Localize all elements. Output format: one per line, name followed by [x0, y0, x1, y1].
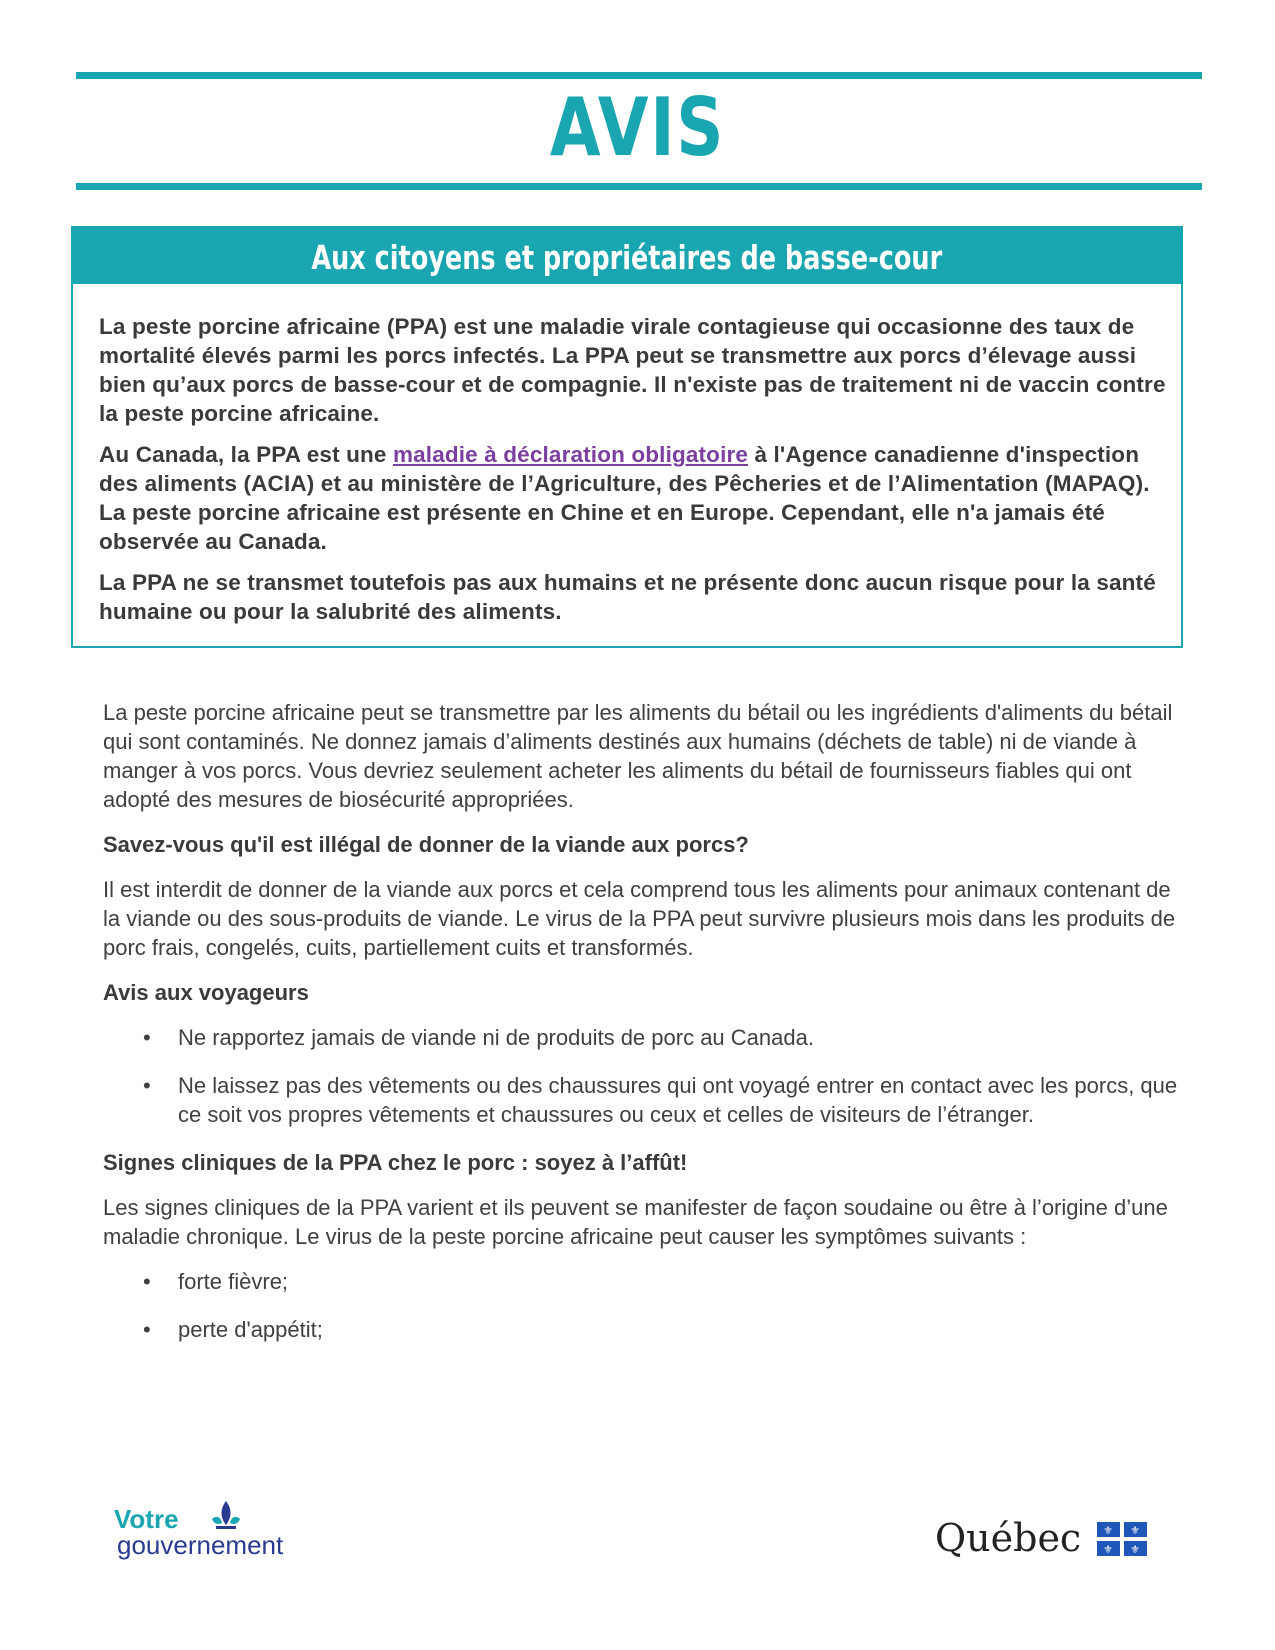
- logo-votre: Votre: [114, 1504, 179, 1534]
- notice-paragraph-1: La peste porcine africaine (PPA) est une maladie virale contagieuse qui occasionne des taux de mortalité élevés parmi les porcs infectés. La PPA peut se transmettre aux porcs d’élevage aussi bien qu’aux porcs de basse-cour et de compagnie. Il n'existe pas de traitement ni de vaccin contre la peste porcine africaine.: [99, 314, 1166, 426]
- mandatory-disease-link[interactable]: maladie à déclaration obligatoire: [392, 442, 749, 467]
- signs-heading: Signes cliniques de la PPA chez le porc : soyez à l’affût!: [103, 1150, 688, 1175]
- notice-paragraph-2: [99, 440, 1167, 556]
- signs-paragraph: Les signes cliniques de la PPA varient et ils peuvent se manifester de façon soudaine ou être à l’origine d’une maladie chronique. Le virus de la peste porcine africaine peut causer les symptômes suivants :: [103, 1195, 1168, 1249]
- logo-gouvernement: gouvernement: [117, 1530, 284, 1560]
- quebec-logo: [935, 1516, 1165, 1566]
- list-item: [103, 1071, 1183, 1129]
- notice-p2-before: Au Canada, la PPA est une: [99, 442, 393, 467]
- notice-p2-after: à l'Agence canadienne d'inspection des aliments (ACIA) et au ministère de l’Agriculture, des Pêcheries et de l’Alimentation (MAPAQ). La peste porcine africaine est présente en Chine et en Europe. Cependant, elle n'a jamais été observée au Canada.: [99, 442, 1150, 554]
- notice-body: [73, 284, 1181, 626]
- main-content: [103, 698, 1183, 1363]
- list-item-text: forte fièvre;: [178, 1269, 289, 1294]
- notice-heading: Aux citoyens et propriétaires de basse-cour: [311, 238, 943, 277]
- bullet-icon: •: [143, 1269, 151, 1294]
- bullet-icon: •: [143, 1317, 151, 1342]
- bullet-icon: •: [143, 1073, 151, 1098]
- svg-text:⚜: ⚜: [1103, 1524, 1113, 1537]
- travel-list: [103, 1023, 1183, 1129]
- quebec-flag-icon: [1097, 1522, 1147, 1556]
- bullet-icon: •: [143, 1025, 151, 1050]
- svg-text:⚜: ⚜: [1103, 1543, 1113, 1556]
- bottom-rule: [76, 183, 1202, 190]
- intro-paragraph: La peste porcine africaine peut se transmettre par les aliments du bétail ou les ingrédients d'aliments du bétail qui sont contaminés. Ne donnez jamais d’aliments destinés aux humains (déchets de table) ni de viande à manger à vos porcs. Vous devriez seulement acheter les aliments du bétail de fournisseurs fiables qui ont adopté des mesures de biosécurité appropriées.: [103, 700, 1173, 812]
- svg-text:⚜: ⚜: [1130, 1524, 1140, 1537]
- list-item: [103, 1023, 1183, 1052]
- votre-gouvernement-logo: [114, 1505, 314, 1565]
- list-item: [103, 1267, 1183, 1296]
- illegal-paragraph: Il est interdit de donner de la viande aux porcs et cela comprend tous les aliments pour animaux contenant de la viande ou des sous-produits de viande. Le virus de la PPA peut survivre plusieurs mois dans les produits de porc frais, congelés, cuits, partiellement cuits et transformés.: [103, 877, 1176, 960]
- page-title: AVIS: [549, 81, 726, 174]
- list-item-text: Ne laissez pas des vêtements ou des chaussures qui ont voyagé entrer en contact avec les porcs, que ce soit vos propres vêtements et chaussures ou ceux et celles de visiteurs de l’étranger.: [178, 1073, 1178, 1127]
- list-item: [103, 1315, 1183, 1344]
- logo-quebec: Québec: [935, 1516, 1082, 1560]
- symptoms-list: [103, 1267, 1183, 1344]
- list-item-text: Ne rapportez jamais de viande ni de produits de porc au Canada.: [178, 1025, 814, 1050]
- notice-heading-bar: [73, 228, 1181, 284]
- svg-text:⚜: ⚜: [1130, 1543, 1140, 1556]
- list-item-text: perte d'appétit;: [178, 1317, 323, 1342]
- illegal-heading: Savez-vous qu'il est illégal de donner de la viande aux porcs?: [103, 832, 749, 857]
- travel-heading: Avis aux voyageurs: [103, 980, 309, 1005]
- notice-paragraph-3: La PPA ne se transmet toutefois pas aux humains et ne présente donc aucun risque pour la santé humaine ou pour la salubrité des aliments.: [99, 570, 1156, 624]
- notice-box: [71, 226, 1183, 648]
